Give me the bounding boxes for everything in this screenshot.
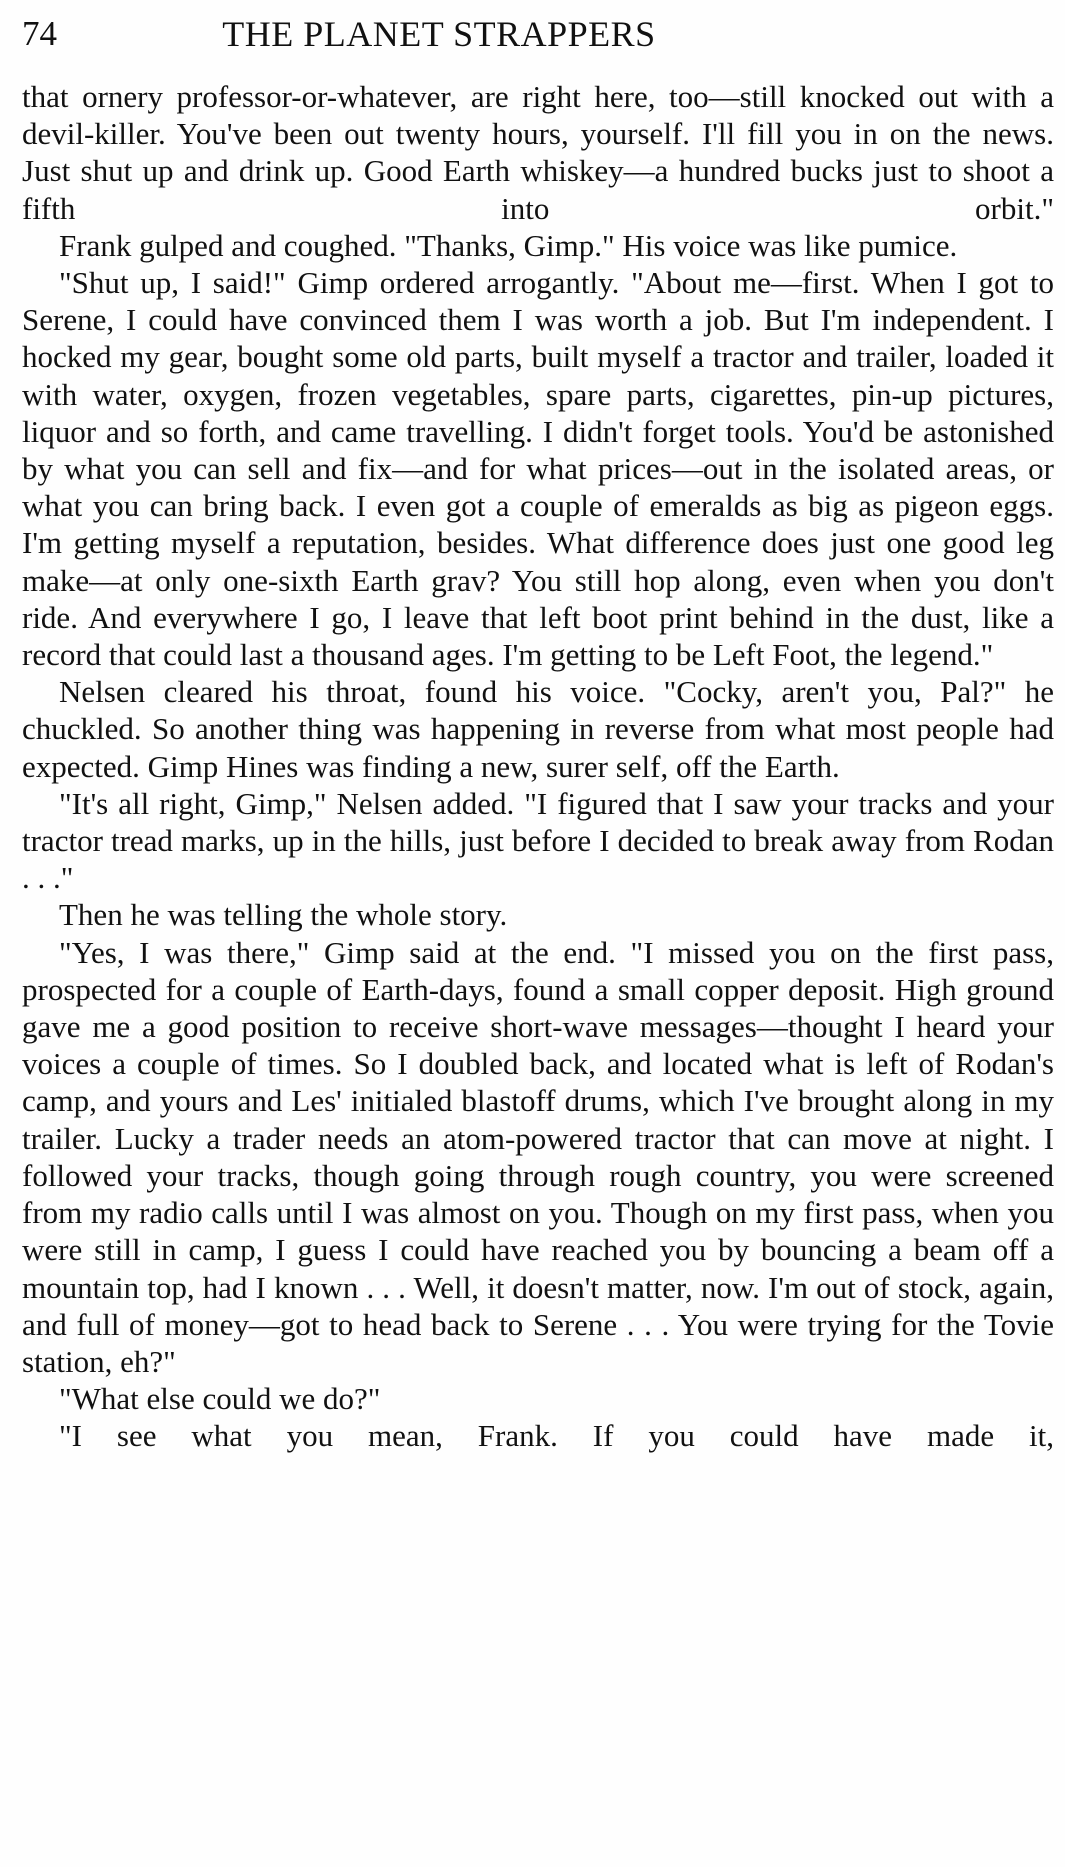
page-number: 74 [22,14,57,53]
paragraph-frank-gulped: Frank gulped and coughed. "Thanks, Gimp." His voice was like pumice. [59,227,958,263]
running-head [22,10,1052,58]
paragraph-continuation: that ornery professor-or-whatever, are right here, too—still knocked out with a devil-killer. You've been out twenty hours, yourself. I'll fill you in on the news. Just shut up and drink up. Good Earth whiskey—a hundred bucks just to shoot a fifth into orbit." [22,79,1054,226]
paragraph-gimp-speech: "Shut up, I said!" Gimp ordered arrogantly. "About me—first. When I got to Serene, I could have convinced them I was worth a job. But I'm independent. I hocked my gear, bought some old parts, built myself a tractor and trailer, loaded it with water, oxygen, frozen vegetables, spare parts, cigarettes, pin-up pictures, liquor and so forth, and came travelling. I didn't forget tools. You'd be astonished by what you can sell and fix—and for what prices—out in the isolated areas, or what you can bring back. I even got a couple of emeralds as big as pigeon eggs. I'm getting myself a reputation, besides. What difference does just one good leg make—at only one-sixth Earth grav? You still hop along, even when you don't ride. And everywhere I go, I leave that left boot print behind in the dust, like a record that could last a thousand ages. I'm getting to be Left Foot, the legend." [22,265,1054,673]
paragraph-yes-i-was-there: "Yes, I was there," Gimp said at the end. "I missed you on the first pass, prospected for a couple of Earth-days, found a small copper deposit. High ground gave me a good position to receive short-wave messages—thought I heard your voices a couple of times. So I doubled back, and located what is left of Rodan's camp, and yours and Les' initialed blastoff drums, which I've brought along in my trailer. Lucky a trader needs an atom-powered tractor that can move at night. I followed your tracks, though going through rough country, you were screened from my radio calls until I was almost on you. Though on my first pass, when you were still in camp, I guess I could have reached you by bouncing a beam off a mountain top, had I known . . . Well, it doesn't matter, now. I'm out of stock, again, and full of money—got to head back to Serene . . . You were trying for the Tovie station, eh?" [22,934,1054,1379]
paragraph-nelsen-cleared-throat: Nelsen cleared his throat, found his voice. "Cocky, aren't you, Pal?" he chuckled. So another thing was happening in reverse from what most people had expected. Gimp Hines was finding a new, surer self, off the Earth. [22,674,1054,784]
body-text [22,78,1054,1455]
paragraph-all-right-gimp: "It's all right, Gimp," Nelsen added. "I figured that I saw your tracks and your tractor tread marks, up in the hills, just before I decided to break away from Rodan . . ." [22,785,1054,896]
paragraph-whole-story: Then he was telling the whole story. [59,897,508,933]
paragraph-what-else: "What else could we do?" [59,1381,381,1417]
paragraph-see-what-you-mean: "I see what you mean, Frank. If you could have made it, [59,1418,1054,1454]
book-title: THE PLANET STRAPPERS [222,14,656,54]
